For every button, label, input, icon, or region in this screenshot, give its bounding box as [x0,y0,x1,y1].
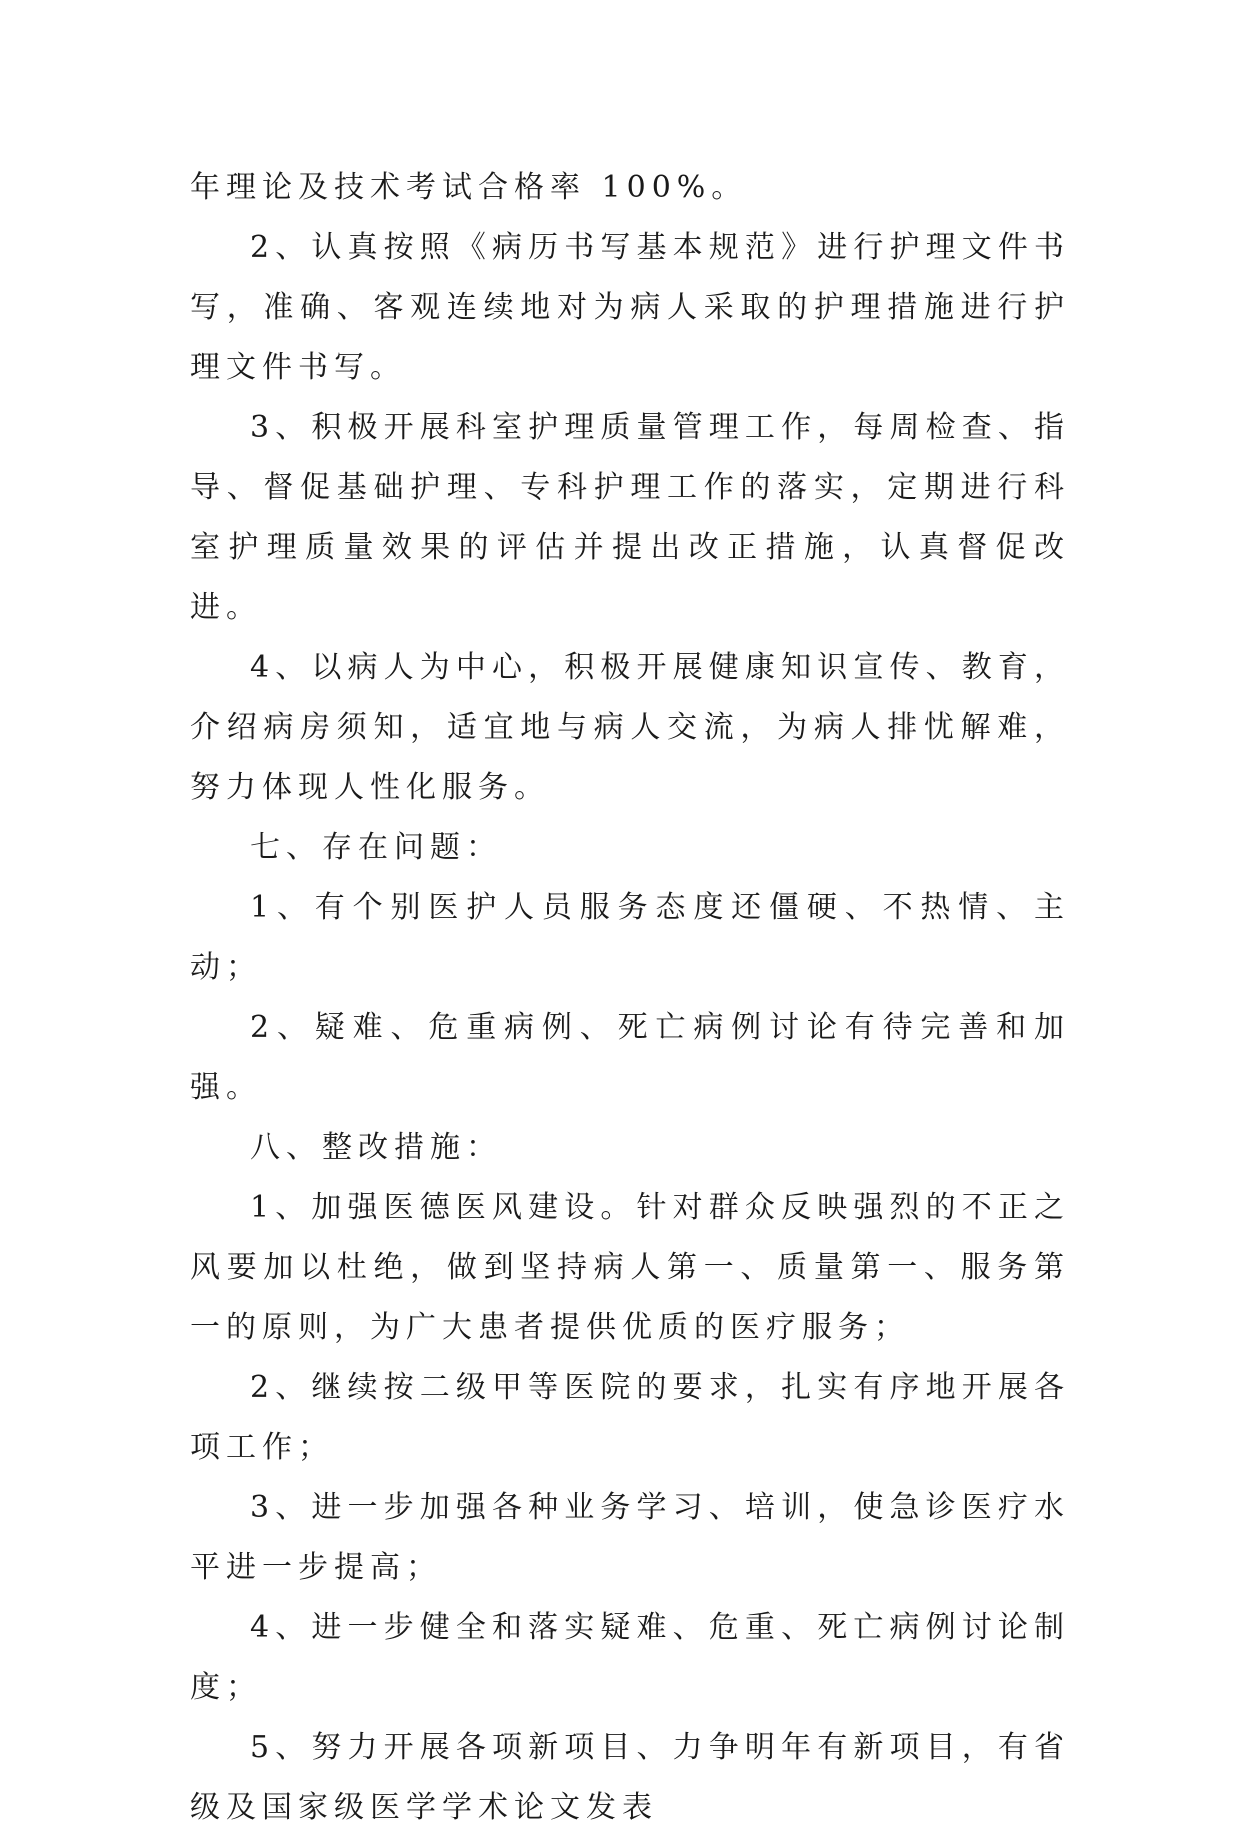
paragraph-problem-2: 2、疑难、危重病例、死亡病例讨论有待完善和加强。 [190,1010,1070,1105]
paragraph-item-3-quality: 3、积极开展科室护理质量管理工作，每周检查、指导、督促基础护理、专科护理工作的落实，定期进行科室护理质量效果的评估并提出改正措施，认真督促改进。 [190,410,1070,625]
paragraph-measure-2: 2、继续按二级甲等医院的要求，扎实有序地开展各项工作； [190,1370,1070,1465]
paragraph-measure-3: 3、进一步加强各种业务学习、培训，使急诊医疗水平进一步提高； [190,1490,1070,1585]
paragraph-problem-1: 1、有个别医护人员服务态度还僵硬、不热情、主动； [190,890,1070,985]
paragraph-item-4-patient-centered: 4、以病人为中心，积极开展健康知识宣传、教育，介绍病房须知，适宜地与病人交流，为病人排忧解难，努力体现人性化服务。 [190,650,1070,805]
paragraph-measure-4: 4、进一步健全和落实疑难、危重、死亡病例讨论制度； [190,1610,1070,1705]
paragraph-item-2-records: 2、认真按照《病历书写基本规范》进行护理文件书写，准确、客观连续地对为病人采取的护理措施进行护理文件书写。 [190,230,1070,385]
section-heading-problems: 七、存在问题： [250,830,502,865]
paragraph-measure-5: 5、努力开展各项新项目、力争明年有新项目，有省级及国家级医学学术论文发表 [190,1730,1070,1825]
paragraph-continuation: 年理论及技术考试合格率 100%。 [190,170,748,205]
section-heading-measures: 八、整改措施： [250,1130,502,1165]
paragraph-measure-1: 1、加强医德医风建设。针对群众反映强烈的不正之风要加以杜绝，做到坚持病人第一、质量第一、服务第一的原则，为广大患者提供优质的医疗服务； [190,1190,1070,1345]
document-body [190,158,1070,1838]
